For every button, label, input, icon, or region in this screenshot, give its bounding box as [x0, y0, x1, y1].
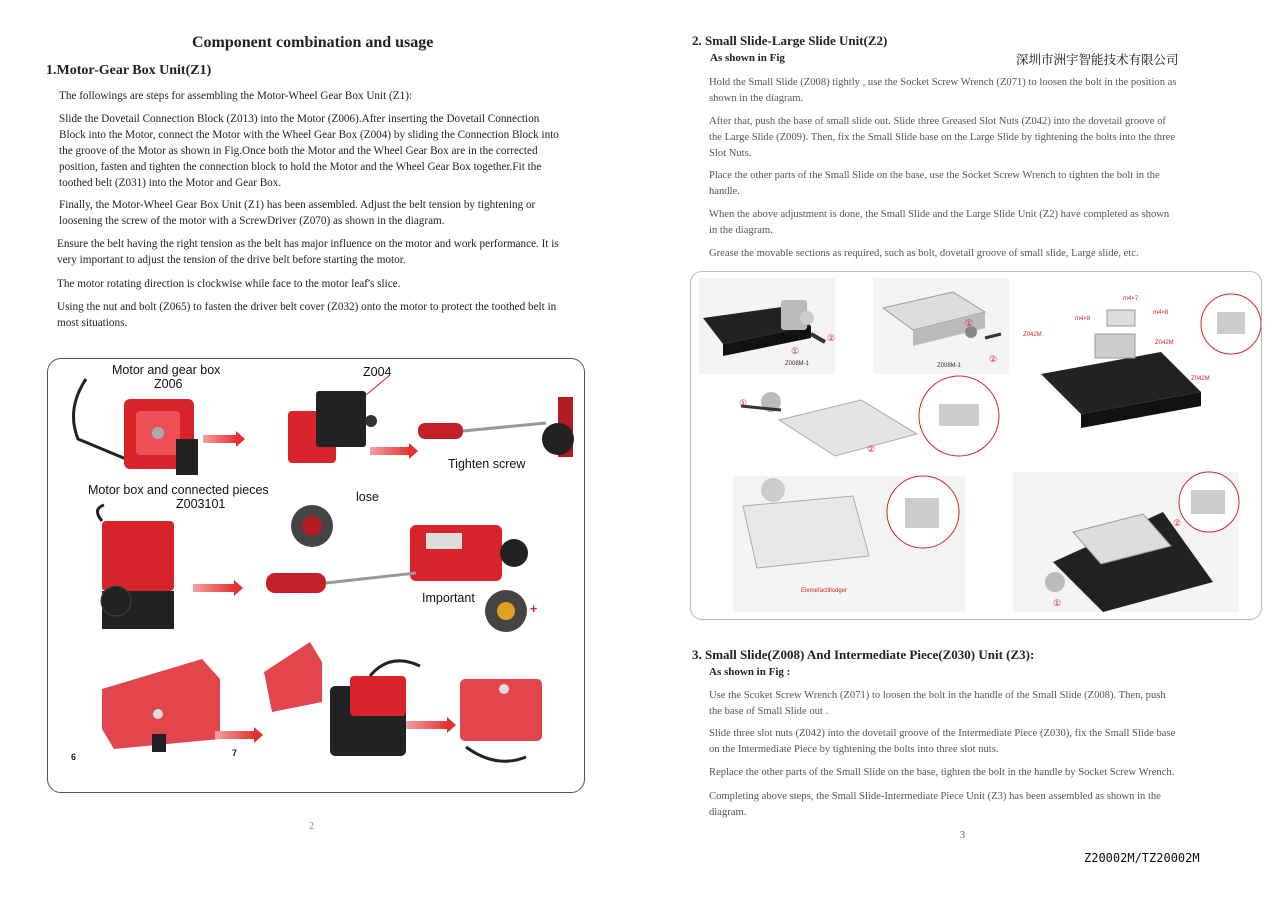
step-arrow — [193, 584, 235, 592]
paragraph: Using the nut and bolt (Z065) to fasten the driver belt cover (Z032) onto the motor to protect the toothed belt in most situations. — [57, 301, 557, 329]
assembly-step-drawing — [260, 642, 420, 772]
paragraph: Finally, the Motor-Wheel Gear Box Unit (Z1) has been assembled. Adjust the belt tension by tightening or loosening the screw of the motor with a ScrewDriver (Z070) as shown in the diagram. — [59, 199, 536, 227]
paragraph: The followings are steps for assembling the Motor-Wheel Gear Box Unit (Z1): — [59, 90, 413, 102]
callout: ② — [827, 333, 836, 343]
as-shown-label: As shown in Fig : — [709, 666, 791, 678]
figure-label: Z042M — [1191, 376, 1210, 382]
slide-handle-drawing — [741, 380, 1001, 472]
figure-label: Z008M-1 — [785, 361, 810, 367]
model-number: Z20002M/TZ20002M — [1084, 851, 1200, 865]
callout: ② — [867, 444, 876, 454]
step-arrow — [203, 435, 237, 443]
figure-label: Z042M — [1023, 332, 1042, 338]
paragraph: When the above adjustment is done, the Small Slide and the Large Slide Unit (Z2) have completed as shown in the diagram. — [709, 209, 1170, 236]
paragraph: Ensure the belt having the right tension as the belt has major influence on the motor and work performance. It is very important to adjust the tension of the drive belt before starting the motor. — [57, 238, 559, 266]
right-page — [640, 0, 1280, 905]
photo-slide-loosen — [699, 278, 835, 374]
callout: ① — [791, 346, 800, 356]
plus-mark: + — [530, 602, 538, 616]
paragraph: After that, push the base of small slide out. Slide three Greased Slot Nuts (Z042) into the dovetail groove of the Large Slide (Z009). Then, fix the Small Slide base on the Large Slide by tightening the bolts into the three Slot Nuts. — [709, 116, 1176, 159]
figure-label: Z008M-1 — [937, 363, 962, 369]
photo-final-slide-unit — [1013, 472, 1239, 612]
exploded-diagram — [1021, 282, 1256, 432]
paragraph: Slide the Dovetail Connection Block (Z013) into the Motor (Z006).After inserting the Dovetail Connection Block into the Motor, connect the Motor with the Wheel Gear Box (Z004) by sliding the Connection Block into the groove of the Motor as shown in Fig.Once both the Motor and the Wheel Gear Box are in the corrected position, fasten and tighten the connection block to hold the Motor and the Wheel Gear Box together.Fit the toothed belt (Z031) into the Motor and Gear Box. — [59, 113, 559, 189]
gearbox-drawing — [278, 381, 388, 471]
callout: ② — [989, 354, 998, 364]
photo-slide-base — [873, 278, 1009, 374]
paragraph: Completing above steps, the Small Slide-Intermediate Piece Unit (Z3) has been assembled as shown in the diagram. — [709, 791, 1161, 818]
page-title: Component combination and usage — [192, 34, 434, 51]
step-arrow — [406, 721, 448, 729]
figure-label: Z042M — [1155, 340, 1174, 346]
figure-label: Z003101 — [176, 497, 226, 511]
step-arrow — [215, 731, 255, 739]
callout: ① — [739, 398, 748, 408]
paragraph: Slide three slot nuts (Z042) into the dovetail groove of the Intermediate Piece (Z030), fix the Small Slide base on the Intermediate Piece by tightening the bolts into three slot nuts. — [709, 728, 1176, 755]
figure-label: m4×8 — [1153, 310, 1169, 316]
figure-label: Z006 — [154, 377, 183, 391]
paragraph: Place the other parts of the Small Slide on the base, use the Socket Screw Wrench to tighten the bolt in the handle. — [709, 170, 1160, 197]
motor-box-drawing — [94, 509, 184, 634]
step-number: 6 — [71, 752, 77, 762]
detail-circle — [484, 589, 529, 634]
paragraph: Replace the other parts of the Small Slide on the base, tighten the bolt in the handle by Socket Screw Wrench. — [709, 767, 1175, 778]
paragraph: Hold the Small Slide (Z008) tightly , use the Socket Screw Wrench (Z071) to loosen the bolt in the position as shown in the diagram. — [709, 77, 1177, 104]
figure-label: Motor and gear box — [112, 363, 221, 377]
assembly-figure-z2 — [690, 271, 1262, 620]
paragraph: The motor rotating direction is clockwise while face to the motor leaf's slice. — [57, 278, 401, 290]
assembly-figure-z1 — [47, 358, 585, 793]
paragraph: Grease the movable sections as required, such as bolt, dovetail groove of small slide, Large slide, etc. — [709, 248, 1139, 259]
belt-cover-drawing — [102, 659, 222, 759]
page-number: 3 — [960, 830, 965, 841]
section-heading-z2: 2. Small Slide-Large Slide Unit(Z2) — [692, 33, 888, 48]
figure-label: Z004 — [363, 365, 392, 379]
photo-slot-nuts — [733, 476, 965, 612]
motor-unit-drawing — [66, 379, 206, 479]
as-shown-label: As shown in Fig — [710, 52, 785, 64]
section-heading-z1: 1.Motor-Gear Box Unit(Z1) — [46, 63, 212, 78]
figure-label: Important — [422, 591, 475, 605]
step-arrow — [370, 447, 410, 455]
final-unit-drawing — [456, 669, 546, 779]
company-name: 深圳市洲宇智能技术有限公司 — [1016, 52, 1179, 67]
callout: ① — [1053, 598, 1062, 608]
callout: ② — [1173, 518, 1182, 528]
figure-label: lose — [356, 490, 379, 504]
step-number: 7 — [232, 748, 238, 758]
paragraph: Use the Scoket Screw Wrench (Z071) to loosen the bolt in the handle of the Small Slide (Z008). Then, push the base of Small Slide out . — [709, 690, 1166, 717]
figure-label: m4×8 — [1075, 316, 1091, 322]
section-heading-z3: 3. Small Slide(Z008) And Intermediate Piece(Z030) Unit (Z3): — [692, 647, 1035, 662]
page-number: 2 — [309, 821, 314, 832]
figure-note: Elemefactillodger — [801, 588, 848, 594]
figure-label: Motor box and connected pieces — [88, 483, 269, 497]
figure-label: m4×7 — [1123, 296, 1139, 302]
callout: ① — [965, 318, 974, 328]
figure-label: Tighten screw — [448, 457, 526, 471]
